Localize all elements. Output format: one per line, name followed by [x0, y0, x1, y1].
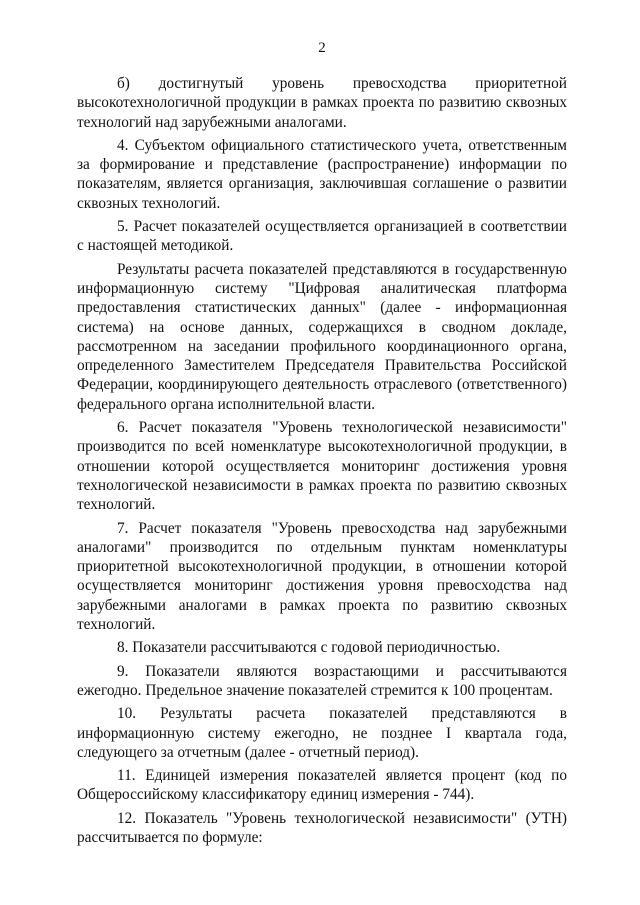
paragraph-6: 6. Расчет показателя "Уровень технологической независимости" производится по всей номенклатуре высокотехнологичной продукции, в отношении которой осуществляется мониторинг достижения уровня технологической независимости в рамках проекта по развитию сквозных технологий.	[77, 419, 567, 514]
paragraph-7: 7. Расчет показателя "Уровень превосходства над зарубежными аналогами" производится по отдельным пунктам номенклатуры приоритетной высокотехнологичной продукции, в отношении которой осуществляется мониторинг достижения уровня превосходства над зарубежными аналогами в рамках проекта по развитию сквозных технологий.	[77, 519, 567, 634]
paragraph-4: 4. Субъектом официального статистического учета, ответственным за формирование и представление (распространение) информации по показателям, является организация, заключившая соглашение о развитии сквозных технологий.	[77, 136, 567, 212]
page-number: 2	[318, 40, 326, 56]
paragraph-8: 8. Показатели рассчитываются с годовой периодичностью.	[117, 639, 501, 657]
paragraph-6b: б) достигнутый уровень превосходства приоритетной высокотехнологичной продукции в рамках проекта по развитию сквозных технологий над зарубежными аналогами.	[77, 75, 567, 131]
paragraph-results: Результаты расчета показателей представляются в государственную информационную систему "Цифровая аналитическая платформа предоставления статистических данных" (далее - информационная система) на основе данных, содержащихся в сводном докладе, рассмотренном на заседании профильного координационного органа, определенного Заместителем Председателя Правительства Российской Федерации, координирующего деятельность отраслевого (ответственного) федерального органа исполнительной власти.	[77, 260, 567, 413]
paragraph-5: 5. Расчет показателей осуществляется организацией в соответствии с настоящей методикой.	[77, 218, 567, 255]
paragraph-10: 10. Результаты расчета показателей представляются в информационную систему ежегодно, не позднее I квартала года, следующего за отчетным (далее - отчетный период).	[77, 705, 567, 761]
paragraph-12: 12. Показатель "Уровень технологической независимости" (УТН) рассчитывается по формуле:	[77, 809, 567, 846]
paragraph-9: 9. Показатели являются возрастающими и рассчитываются ежегодно. Предельное значение показателей стремится к 100 процентам.	[77, 662, 567, 699]
paragraph-11: 11. Единицей измерения показателей является процент (код по Общероссийскому классификатору единиц измерения - 744).	[77, 767, 567, 804]
